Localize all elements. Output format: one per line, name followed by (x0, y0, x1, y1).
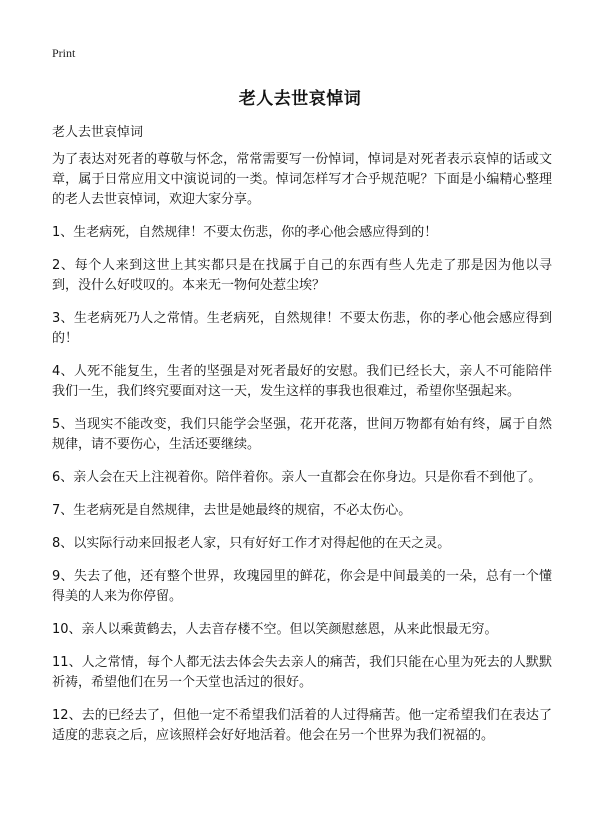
condolence-item-12: 12、去的已经去了，但他一定不希望我们活着的人过得痛苦。他一定希望我们在表达了适度的悲哀之后，应该照样会好好地活着。他会在另一个世界为我们祝福的。 (52, 708, 552, 743)
condolence-item-1: 1、生老病死，自然规律！不要太伤悲，你的孝心他会感应得到的！ (52, 225, 438, 240)
condolence-item-6: 6、亲人会在天上注视着你。陪伴着你。亲人一直都会在你身边。只是你看不到他了。 (52, 470, 542, 485)
condolence-item-5: 5、当现实不能改变，我们只能学会坚强，花开花落，世间万物都有始有终，属于自然规律，请不要伤心，生活还要继续。 (52, 417, 552, 452)
page-title: 老人去世哀悼词 (238, 89, 362, 109)
condolence-item-8: 8、以实际行动来回报老人家，只有好好工作才对得起他的在天之灵。 (52, 536, 451, 551)
print-link[interactable]: Print (52, 46, 76, 60)
condolence-item-2: 2、每个人来到这世上其实都只是在找属于自己的东西有些人先走了那是因为他以寻到，没什么好哎叹的。本来无一物何处惹尘埃？ (52, 258, 552, 293)
document-subtitle: 老人去世哀悼词 (52, 125, 144, 140)
condolence-item-10: 10、亲人以乘黄鹤去，人去音存楼不空。但以笑颜慰慈恩，从来此恨最无穷。 (52, 622, 498, 637)
condolence-item-4: 4、人死不能复生，生者的坚强是对死者最好的安慰。我们已经长大，亲人不可能陪伴我们一生，我们终究要面对这一天，发生这样的事我也很难过，希望你坚强起来。 (52, 364, 552, 399)
condolence-item-9: 9、失去了他，还有整个世界，玫瑰园里的鲜花，你会是中间最美的一朵，总有一个懂得美的人来为你停留。 (52, 569, 552, 604)
condolence-item-3: 3、生老病死乃人之常情。生老病死，自然规律！不要太伤悲，你的孝心他会感应得到的！ (52, 311, 552, 346)
condolence-item-11: 11、人之常情，每个人都无法去体会失去亲人的痛苦，我们只能在心里为死去的人默默祈祷，希望他们在另一个天堂也活过的很好。 (52, 655, 552, 690)
document-body (52, 150, 552, 759)
intro-paragraph: 为了表达对死者的尊敬与怀念，常常需要写一份悼词，悼词是对死者表示哀悼的话或文章，属于日常应用文中演说词的一类。悼词怎样写才合乎规范呢？下面是小编精心整理的老人去世哀悼词，欢迎大家分享。 (52, 152, 552, 207)
condolence-item-7: 7、生老病死是自然规律，去世是她最终的规宿，不必太伤心。 (52, 503, 412, 518)
